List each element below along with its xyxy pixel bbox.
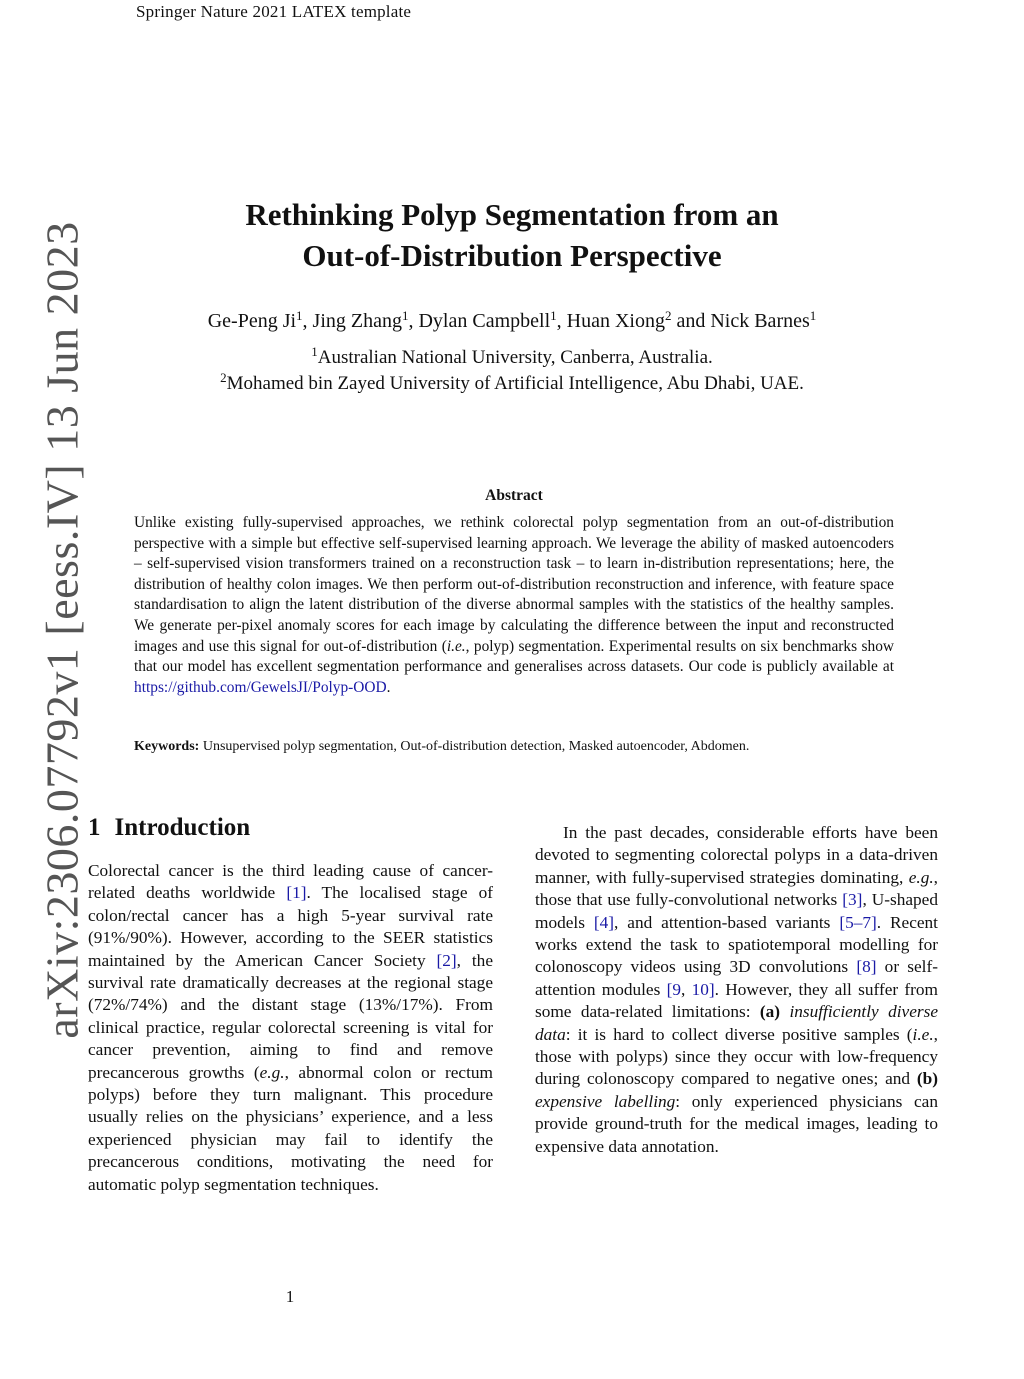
body-text: or self-attention modules [535, 957, 938, 999]
running-header: Springer Nature 2021 LATEX template [136, 2, 412, 21]
title-line-1: Rethinking Polyp Segmentation from an [245, 197, 779, 232]
body-text: In the past decades, considerable efforts have been devoted to segmenting colorectal polyps in a data-driven manner, with fully-supervised strategies dominating, [535, 823, 938, 887]
author-name: Dylan Campbell [418, 310, 551, 332]
author-affil-mark: 1 [809, 308, 817, 323]
body-text: , the survival rate dramatically decreases at the regional stage (72%/74%) and the distant stage (13%/17%). From clinical practice, regular colorectal screening is vital for cancer prevention, aiming to find and remove precancerous growths ( [88, 950, 493, 1082]
body-italic: e.g. [259, 1062, 285, 1082]
code-link[interactable]: https://github.com/GewelsJI/Polyp-OOD [134, 678, 387, 696]
author-separator: and [671, 310, 711, 332]
abstract-body [134, 513, 894, 698]
abstract-ie: i.e. [446, 637, 466, 655]
body-text: . Recent works extend the task to spatiotemporal modelling for colonoscopy videos using 3D convolutions [535, 912, 938, 977]
intro-left-column [88, 860, 493, 1196]
affiliation-mark: 2 [220, 370, 227, 385]
intro-right-column [535, 822, 938, 1158]
abstract-text: , polyp) segmentation. Experimental results on six benchmarks show that our model has excellent segmentation performance and generalises across datasets. Our code is publicly available at [134, 637, 894, 676]
body-text: , those with polyps) since they occur with low-frequency during colonoscopy compared to negative ones; and [535, 1024, 938, 1089]
author-name: Huan Xiong [566, 310, 665, 332]
citation-link[interactable]: [9 [666, 979, 682, 999]
author-separator: , [556, 310, 567, 332]
author-separator: , [302, 310, 313, 332]
author-name: Jing Zhang [312, 310, 402, 332]
citation-link[interactable]: [3] [842, 890, 863, 910]
affiliation-mark: 1 [311, 344, 318, 359]
body-text: : it is hard to collect diverse positive samples ( [565, 1024, 913, 1044]
body-text: , and attention-based variants [614, 912, 840, 932]
citation-link[interactable]: [2] [436, 950, 457, 970]
author-affil-mark: 1 [550, 308, 557, 323]
body-text: . The localised stage of colon/rectal cancer has a high 5-year survival rate (91%/90%). However, according to the SEER statistics maintained by the American Cancer Society [88, 883, 493, 970]
body-text: , those that use fully-convolutional networks [535, 867, 938, 910]
affiliation-text: Australian National University, Canberra, Australia. [317, 347, 713, 368]
citation-link[interactable]: [1] [286, 883, 307, 903]
paper-title [100, 194, 924, 276]
affiliation-1 [40, 344, 984, 369]
body-text: , abnormal colon or rectum polyps) before they turn malignant. This procedure usually relies on the physicians’ experience, and a less experienced physician may fail to identify the precancerous conditions, motivating the need for automatic polyp segmentation techniques. [88, 1062, 493, 1194]
body-text: : only experienced physicians can provide ground-truth for the medical images, leading to expensive data annotation. [535, 1091, 938, 1156]
body-text: Colorectal cancer is the third leading cause of cancer-related deaths worldwide [88, 861, 493, 903]
author-separator: , [408, 310, 419, 332]
body-italic: i.e. [912, 1024, 934, 1044]
title-line-2: Out-of-Distribution Perspective [302, 238, 722, 273]
section-title-text: Introduction [114, 814, 251, 841]
keywords [134, 737, 894, 756]
section-heading [88, 814, 250, 842]
keywords-label: Keywords: [134, 739, 200, 754]
author-affil-mark: 2 [664, 308, 672, 323]
page-number: 1 [285, 1287, 295, 1306]
citation-link[interactable]: 10] [691, 979, 715, 999]
body-text: , U-shaped models [535, 890, 938, 932]
body-italic: insufficiently diverse data [535, 1002, 938, 1044]
list-marker-b: (b) [916, 1069, 938, 1089]
abstract-heading: Abstract [485, 487, 543, 504]
citation-link[interactable]: [5–7] [839, 912, 877, 932]
author-name: Nick Barnes [710, 310, 810, 332]
author-affil-mark: 1 [296, 308, 303, 323]
keywords-text: Unsupervised polyp segmentation, Out-of-distribution detection, Masked autoencoder, Abdomen. [199, 739, 750, 754]
body-italic: expensive labelling [535, 1091, 676, 1111]
affiliation-text: Mohamed bin Zayed University of Artificial Intelligence, Abu Dhabi, UAE. [226, 373, 804, 394]
author-affil-mark: 1 [401, 308, 409, 323]
body-italic: e.g. [908, 867, 934, 887]
abstract-text: Unlike existing fully-supervised approaches, we rethink colorectal polyp segmentation from an out-of-distribution perspective with a simple but effective self-supervised learning approach. We leverage the ability of masked autoencoders – self-supervised vision transformers trained on a reconstruction task – to learn in-distribution representations; here, the distribution of healthy colon images. We then perform out-of-distribution reconstruction and inference, with feature space standardisation to align the latent distribution of the diverse abnormal samples with the statistics of the healthy samples. We generate per-pixel anomaly scores for each image by calculating the difference between the input and reconstructed images and use this signal for out-of-distribution ( [134, 514, 894, 655]
author-name: Ge-Peng Ji [207, 310, 297, 332]
section-number: 1 [88, 814, 101, 841]
abstract-text: . [386, 678, 391, 696]
arxiv-identifier[interactable]: arXiv:2306.07792v1 [eess.IV] 13 Jun 2023 [36, 221, 88, 1039]
list-marker-a: (a) [759, 1002, 781, 1022]
citation-link[interactable]: [4] [593, 912, 615, 932]
body-text: , [681, 979, 692, 999]
citation-link[interactable]: [8] [856, 957, 877, 977]
body-text: . However, they all suffer from some data-related limitations: [535, 979, 938, 1022]
author-list [40, 310, 984, 333]
affiliation-2 [40, 370, 984, 395]
